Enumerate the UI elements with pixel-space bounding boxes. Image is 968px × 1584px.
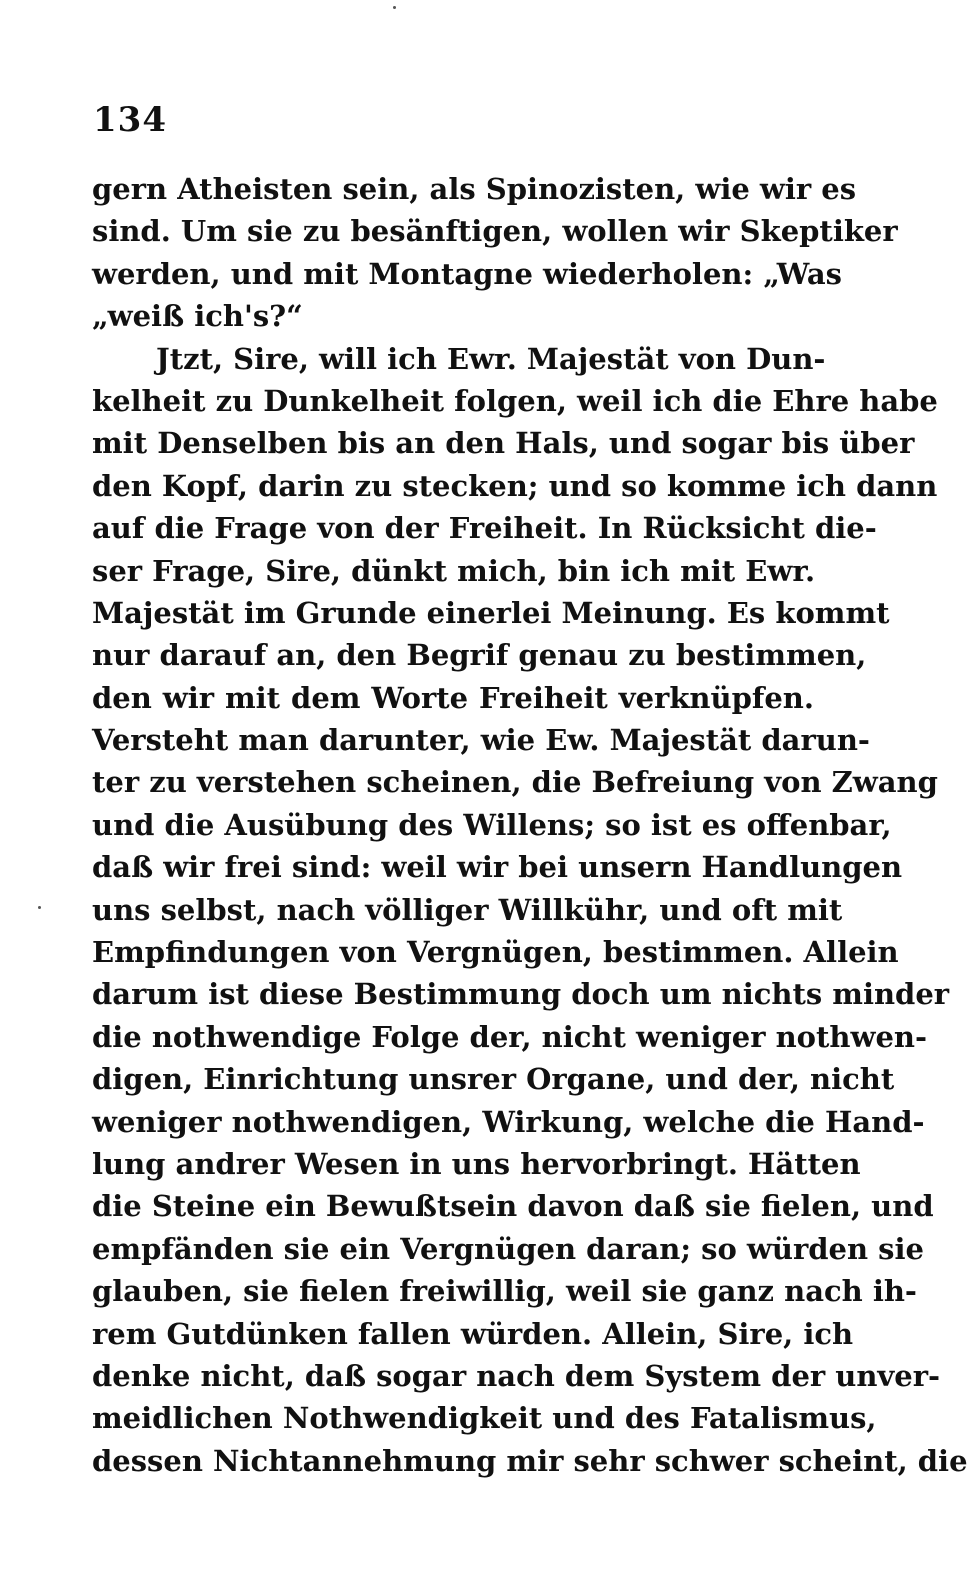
text-line: sind. Um sie zu besänftigen, wollen wir Skeptiker [92,214,898,249]
text-line: uns selbst, nach völliger Willkühr, und oft mit [92,892,843,927]
text-line: mit Denselben bis an den Hals, und sogar bis über [92,426,915,461]
text-line: und die Ausübung des Willens; so ist es offenbar, [92,807,892,842]
page-number: 134 [93,100,167,140]
text-line: den wir mit dem Worte Freiheit verknüpfen. [92,680,814,715]
text-line: ser Frage, Sire, dünkt mich, bin ich mit Ewr. [92,553,816,588]
text-line: gern Atheisten sein, als Spinozisten, wie wir es [92,172,857,206]
text-line: „weiß ich's?“ [92,299,303,334]
paper-speck [393,6,396,9]
text-line: Empfindungen von Vergnügen, bestimmen. Allein [92,935,899,970]
text-line: digen, Einrichtung unsrer Organe, und der, nicht [92,1062,895,1097]
paper-speck [38,906,41,909]
text-line: ter zu verstehen scheinen, die Befreiung von Zwang [92,765,938,800]
text-line: die nothwendige Folge der, nicht weniger nothwen- [92,1019,928,1054]
text-line: empfänden sie ein Vergnügen daran; so würden sie [92,1231,924,1266]
text-line: nur darauf an, den Begrif genau zu bestimmen, [92,638,867,673]
text-line: werden, und mit Montagne wiederholen: „Was [92,256,842,291]
text-line: denke nicht, daß sogar nach dem System der unver- [92,1358,941,1393]
text-line: Jtzt, Sire, will ich Ewr. Majestät von Dun- [156,341,826,376]
text-line: daß wir frei sind: weil wir bei unsern Handlungen [92,850,903,885]
text-line: darum ist diese Bestimmung doch um nichts minder [92,977,950,1012]
text-line: die Steine ein Bewußtsein davon daß sie fielen, und [92,1189,934,1224]
text-line: rem Gutdünken fallen würden. Allein, Sire, ich [92,1316,854,1351]
text-line: Majestät im Grunde einerlei Meinung. Es kommt [92,595,890,630]
text-line: glauben, sie fielen freiwillig, weil sie ganz nach ih- [92,1274,917,1309]
text-line: kelheit zu Dunkelheit folgen, weil ich die Ehre habe [92,383,938,418]
body-text [92,168,968,1482]
text-line: meidlichen Nothwendigkeit und des Fatalismus, [92,1401,877,1436]
text-line: auf die Frage von der Freiheit. In Rücksicht die- [92,511,877,546]
text-line: weniger nothwendigen, Wirkung, welche die Hand- [92,1104,925,1139]
text-line: Versteht man darunter, wie Ew. Majestät darun- [92,723,870,758]
text-line: lung andrer Wesen in uns hervorbringt. Hätten [92,1146,861,1181]
text-line: dessen Nichtannehmung mir sehr schwer scheint, die [92,1443,968,1478]
text-line: den Kopf, darin zu stecken; und so komme ich dann [92,468,938,503]
